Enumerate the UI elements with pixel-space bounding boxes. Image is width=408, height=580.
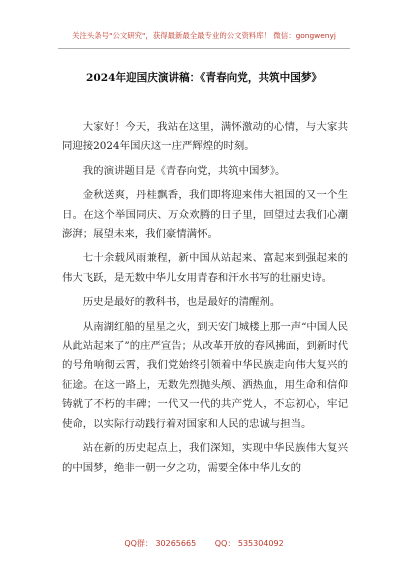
header-promo-note: 关注头条号"公文研究"，获得最新最全最专业的公文资料库！ 微信：gongwenyj bbox=[72, 31, 336, 40]
paragraph-textbook: 历史是最好的教科书，也是最好的清醒剂。 bbox=[82, 296, 281, 309]
footer-contact bbox=[0, 538, 408, 549]
footer-qq: QQ： 535304092 bbox=[214, 539, 284, 548]
paragraph-autumn: 金秋送爽，丹桂飘香，我们即将迎来伟大祖国的又一个生日。在这个举国同庆、万众欢腾的日子里，回望过去我们心潮澎湃；展望未来，我们豪情满怀。 bbox=[62, 189, 348, 241]
paragraph-new-start: 站在新的历史起点上，我们深知，实现中华民族伟大复兴的中国梦，绝非一朝一夕之功，需要全体中华儿女的 bbox=[62, 442, 348, 474]
header-divider bbox=[58, 48, 350, 49]
document-body bbox=[62, 118, 348, 483]
paragraph-red-boat: 从南湖红船的星星之火，到天安门城楼上那一声“中国人民从此站起来了”的庄严宣告；从改革开放的春风拂面，到新时代的号角响彻云霄，我们党始终引领着中华民族走向伟大复兴的征途。在这一路上，无数先烈抛头颅、洒热血，用生命和信仰铸就了不朽的丰碑；一代又一代的共产党人，不忘初心，牢记使命，以实际行动践行着对国家和人民的忠诚与担当。 bbox=[62, 320, 348, 430]
paragraph-topic: 我的演讲题目是《青春向党，共筑中国梦》。 bbox=[82, 164, 286, 177]
paragraph-history-leap: 七十余载风雨兼程，新中国从站起来、富起来到强起来的伟大飞跃，是无数中华儿女用青春和汗水书写的壮丽史诗。 bbox=[62, 252, 348, 284]
document-title: 2024年迎国庆演讲稿：《青春向党，共筑中国梦》 bbox=[85, 72, 323, 84]
paragraph-greeting: 大家好！今天，我站在这里，满怀激动的心情，与大家共同迎接2024年国庆这一庄严辉煌的时刻。 bbox=[62, 121, 348, 153]
footer-qq-group: QQ群： 30265665 bbox=[124, 539, 197, 548]
